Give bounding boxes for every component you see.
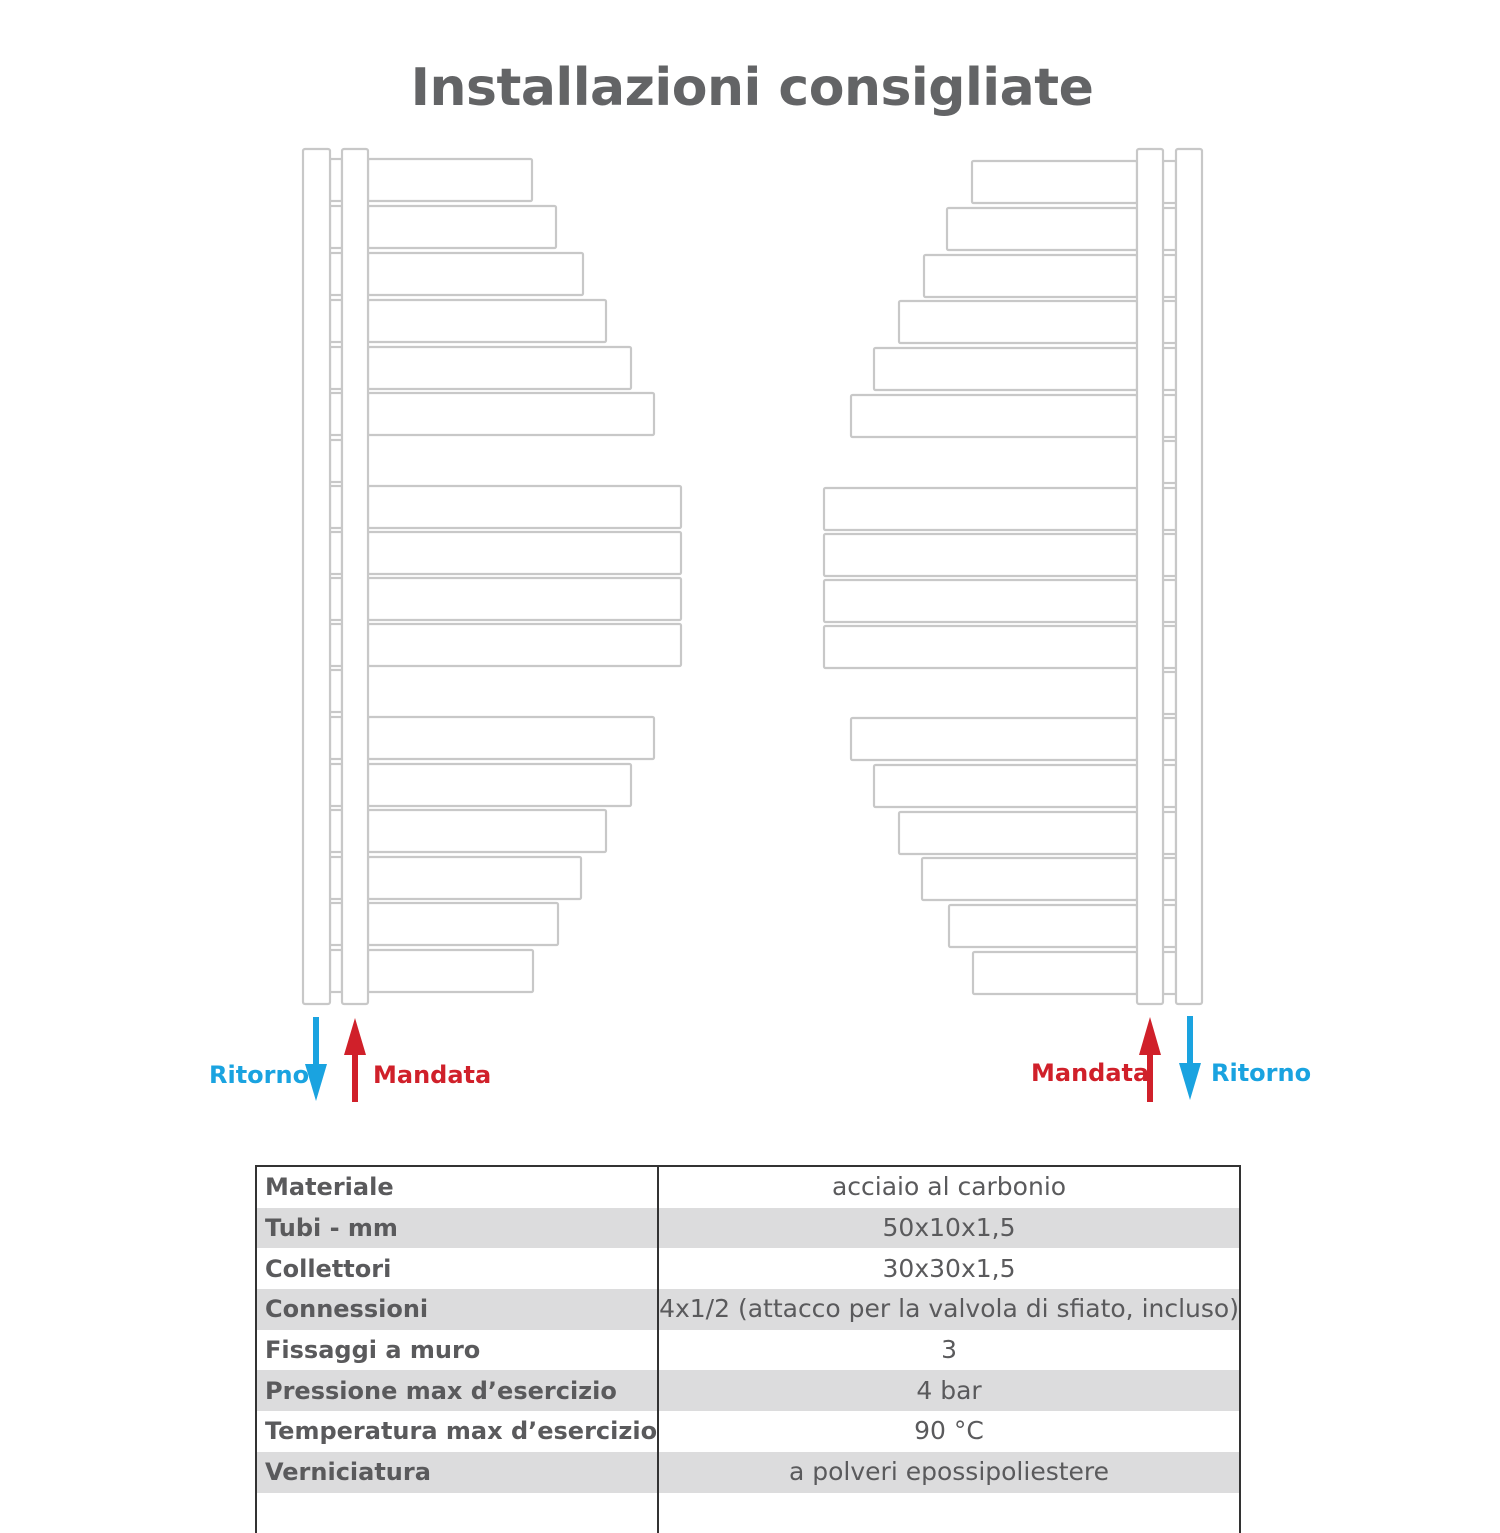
spec-label: Fissaggi a muro xyxy=(256,1330,658,1371)
right-mandata-label: Mandata xyxy=(1031,1059,1149,1087)
table-row xyxy=(256,1248,1240,1289)
right-ritorno-collector xyxy=(1176,149,1202,1004)
page-title: Installazioni consigliate xyxy=(0,58,1500,118)
spec-value: 90 °C xyxy=(658,1411,1240,1452)
table-row xyxy=(256,1330,1240,1371)
table-row xyxy=(256,1452,1240,1493)
spec-value: 4x1/2 (attacco per la valvola di sfiato, incluso) xyxy=(658,1289,1240,1330)
spec-label: Materiale xyxy=(256,1166,658,1208)
spec-label: Tubi - mm xyxy=(256,1208,658,1249)
table-row xyxy=(256,1208,1240,1249)
spec-value: a polveri epossipoliestere xyxy=(658,1452,1240,1493)
right-bars xyxy=(824,161,1137,994)
left-mandata-label: Mandata xyxy=(373,1061,491,1089)
spec-label: Connessioni xyxy=(256,1289,658,1330)
left-ritorno-label: Ritorno xyxy=(209,1061,309,1089)
spec-label: Pressione max d’esercizio xyxy=(256,1370,658,1411)
right-connectors xyxy=(1163,161,1176,994)
table-row xyxy=(256,1289,1240,1330)
spec-value: 30x30x1,5 xyxy=(658,1248,1240,1289)
table-row xyxy=(256,1411,1240,1452)
spec-value: 4 bar xyxy=(658,1370,1240,1411)
right-radiator xyxy=(824,149,1202,1004)
left-radiator xyxy=(303,149,681,1004)
arrow-down-icon xyxy=(1179,1016,1201,1100)
left-ritorno-collector xyxy=(303,149,330,1004)
spec-label: Verniciatura xyxy=(256,1452,658,1493)
spec-label: Temperatura max d’esercizio xyxy=(256,1411,658,1452)
spec-value: acciaio al carbonio xyxy=(658,1166,1240,1208)
spec-table xyxy=(255,1165,1241,1533)
right-ritorno-label: Ritorno xyxy=(1211,1059,1311,1087)
left-mandata-collector xyxy=(342,149,368,1004)
table-row xyxy=(256,1493,1240,1533)
table-row xyxy=(256,1370,1240,1411)
spec-value: 50x10x1,5 xyxy=(658,1208,1240,1249)
right-mandata-collector xyxy=(1137,149,1163,1004)
spec-value: 3 xyxy=(658,1330,1240,1371)
left-bars xyxy=(368,159,681,992)
spec-label: Collettori xyxy=(256,1248,658,1289)
arrow-up-icon xyxy=(344,1018,366,1102)
left-connectors xyxy=(330,159,342,992)
table-row xyxy=(256,1166,1240,1208)
